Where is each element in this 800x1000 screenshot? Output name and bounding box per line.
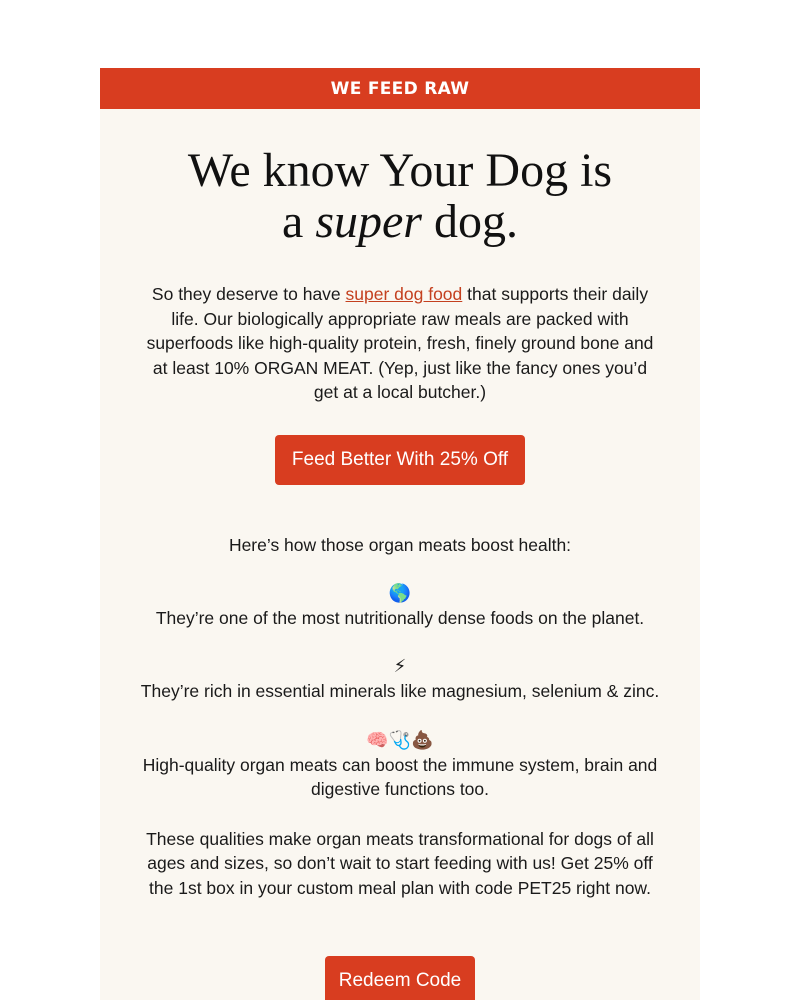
headline-emphasis: super xyxy=(315,195,422,248)
brain-stethoscope-poop-icon: 🧠🩺💩 xyxy=(366,729,434,751)
section-heading: Here’s how those organ meats boost health: xyxy=(228,534,572,555)
intro-text-start: So they deserve to have xyxy=(151,284,346,304)
intro-paragraph xyxy=(145,282,655,405)
top-banner xyxy=(100,68,700,109)
benefit-item xyxy=(140,655,660,704)
intro-text-end: that supports their daily life. Our biologically appropriate raw meals are packed with superfoods like high-quality protein, fresh, finely ground bone and at least 10% ORGAN MEAT. (Yep, just like the fancy ones you’d get at a local butcher.) xyxy=(146,284,654,402)
super-dog-food-link[interactable]: super dog food xyxy=(345,284,463,304)
headline-line1: We know Your Dog is xyxy=(187,144,613,197)
email-container xyxy=(100,68,700,1000)
benefit-item xyxy=(140,729,660,802)
headline-line2-prefix: a xyxy=(282,195,316,248)
headline xyxy=(100,145,700,247)
benefit-text: They’re rich in essential minerals like magnesium, selenium & zinc. xyxy=(140,681,660,701)
feed-better-button[interactable]: Feed Better With 25% Off xyxy=(275,435,525,485)
benefit-text: High-quality organ meats can boost the immune system, brain and digestive functions too. xyxy=(142,754,658,799)
closing-paragraph: These qualities make organ meats transformational for dogs of all ages and sizes, so don’t wait to start feeding with us! Get 25% off the 1st box in your custom meal plan with code PET25 right now. xyxy=(146,828,654,898)
redeem-code-button[interactable]: Redeem Code xyxy=(325,956,475,1000)
headline-line2-suffix: dog. xyxy=(421,195,518,248)
globe-icon: 🌎 xyxy=(388,582,412,604)
benefit-item xyxy=(140,582,660,631)
benefit-text: They’re one of the most nutritionally dense foods on the planet. xyxy=(155,607,645,628)
banner-text: WE FEED RAW xyxy=(330,78,470,99)
lightning-icon: ⚡ xyxy=(393,656,407,677)
